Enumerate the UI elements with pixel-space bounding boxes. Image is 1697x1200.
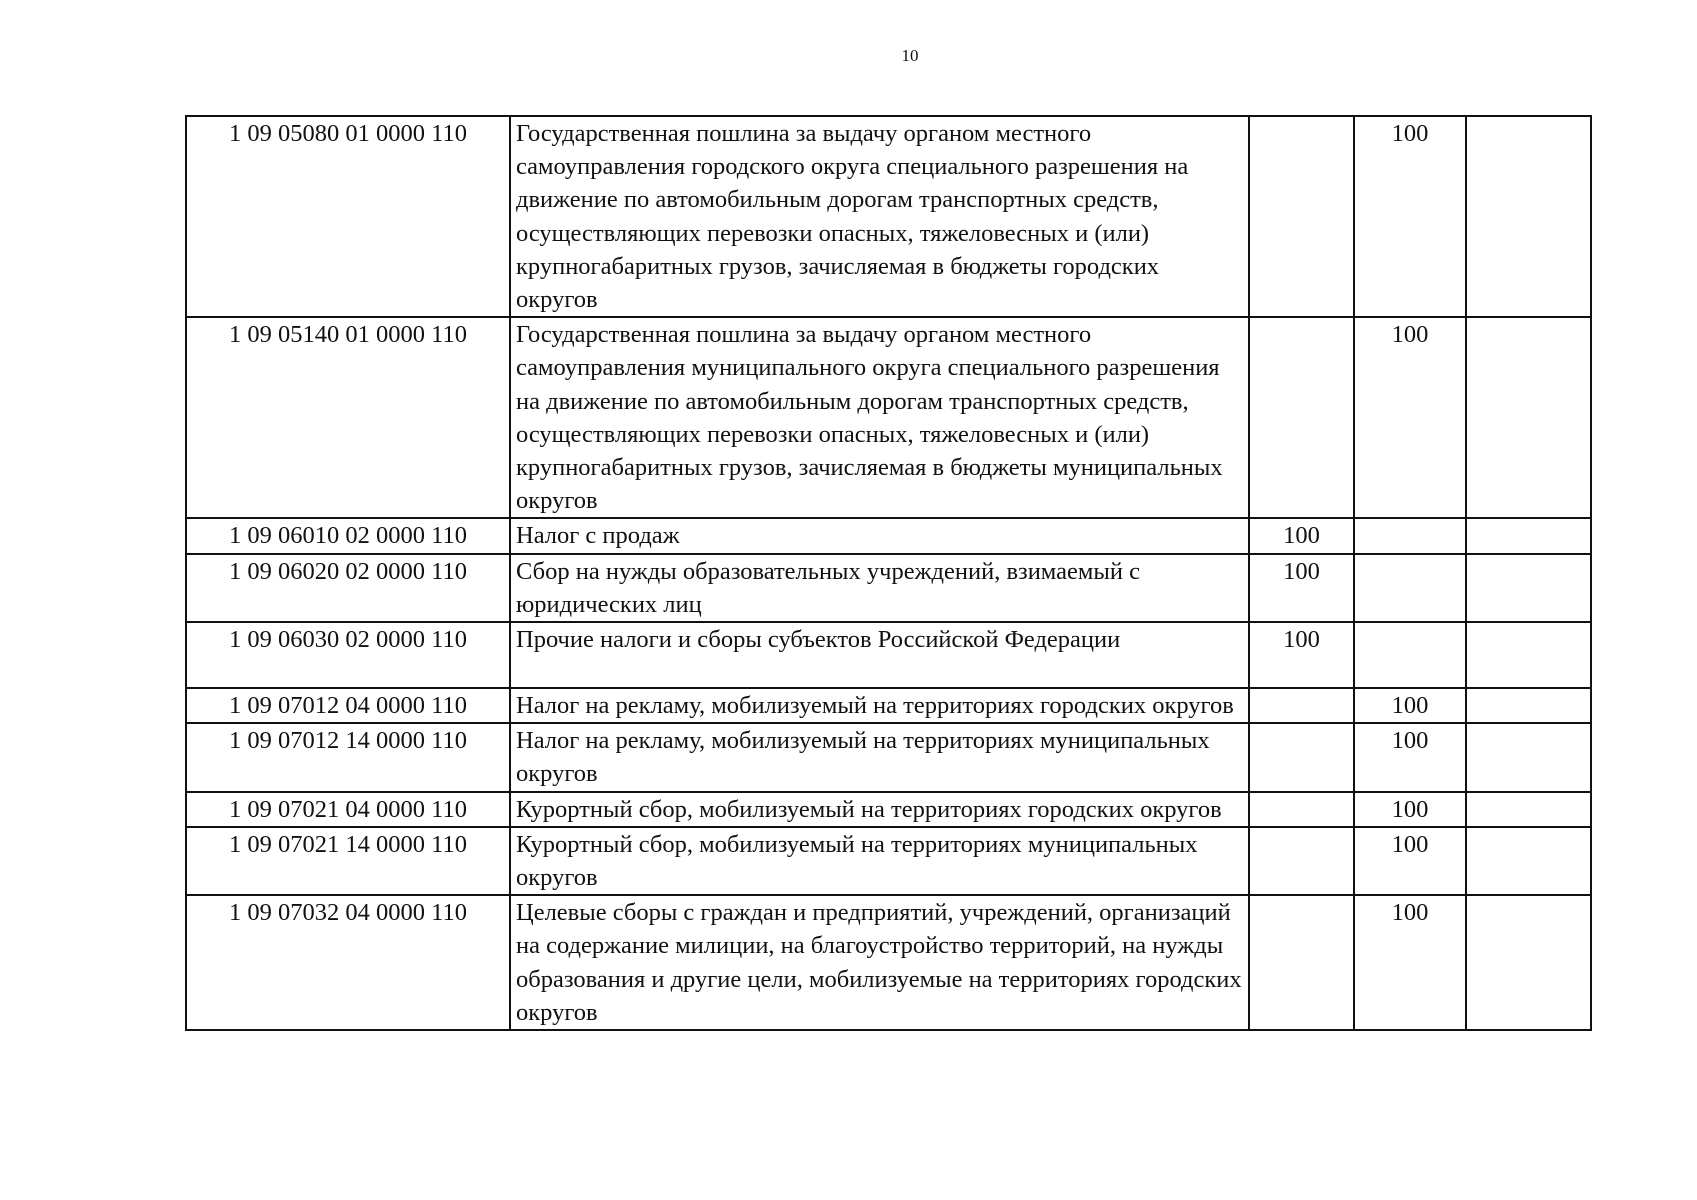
budget-code-cell: 1 09 07012 04 0000 110 <box>186 688 510 723</box>
revenue-name-cell: Налог на рекламу, мобилизуемый на территориях муниципальных округов <box>510 723 1249 791</box>
revenue-name-cell: Налог с продаж <box>510 518 1249 553</box>
budget-code-cell: 1 09 07021 04 0000 110 <box>186 792 510 827</box>
value-cell-3 <box>1466 518 1591 553</box>
value-cell-3 <box>1466 688 1591 723</box>
value-cell-1: 100 <box>1249 622 1354 688</box>
budget-code-cell: 1 09 05140 01 0000 110 <box>186 317 510 518</box>
table-row <box>186 622 1591 688</box>
value-cell-1 <box>1249 792 1354 827</box>
table-row <box>186 723 1591 791</box>
value-cell-1 <box>1249 116 1354 317</box>
budget-code-cell: 1 09 06020 02 0000 110 <box>186 554 510 622</box>
table-row <box>186 792 1591 827</box>
value-cell-3 <box>1466 895 1591 1030</box>
value-cell-2: 100 <box>1354 827 1466 895</box>
value-cell-3 <box>1466 827 1591 895</box>
value-cell-1 <box>1249 317 1354 518</box>
revenue-name-cell: Курортный сбор, мобилизуемый на территориях городских округов <box>510 792 1249 827</box>
page-number: 10 <box>901 46 919 65</box>
table-row <box>186 518 1591 553</box>
value-cell-1 <box>1249 723 1354 791</box>
value-cell-2: 100 <box>1354 116 1466 317</box>
budget-code-cell: 1 09 06030 02 0000 110 <box>186 622 510 688</box>
value-cell-3 <box>1466 622 1591 688</box>
revenue-name-cell: Налог на рекламу, мобилизуемый на территориях городских округов <box>510 688 1249 723</box>
budget-code-cell: 1 09 07032 04 0000 110 <box>186 895 510 1030</box>
value-cell-1 <box>1249 895 1354 1030</box>
value-cell-2: 100 <box>1354 317 1466 518</box>
revenue-name-cell: Курортный сбор, мобилизуемый на территориях муниципальных округов <box>510 827 1249 895</box>
table-row <box>186 895 1591 1030</box>
value-cell-2: 100 <box>1354 688 1466 723</box>
table-row <box>186 827 1591 895</box>
value-cell-1: 100 <box>1249 554 1354 622</box>
value-cell-1 <box>1249 688 1354 723</box>
budget-code-cell: 1 09 05080 01 0000 110 <box>186 116 510 317</box>
value-cell-2: 100 <box>1354 792 1466 827</box>
revenue-name-cell: Сбор на нужды образовательных учреждений, взимаемый с юридических лиц <box>510 554 1249 622</box>
value-cell-3 <box>1466 116 1591 317</box>
value-cell-1 <box>1249 827 1354 895</box>
value-cell-2 <box>1354 518 1466 553</box>
revenue-name-cell: Прочие налоги и сборы субъектов Российской Федерации <box>510 622 1249 688</box>
table-row <box>186 116 1591 317</box>
value-cell-2 <box>1354 554 1466 622</box>
value-cell-2: 100 <box>1354 895 1466 1030</box>
budget-code-cell: 1 09 06010 02 0000 110 <box>186 518 510 553</box>
revenue-distribution-table <box>185 115 1592 1031</box>
value-cell-3 <box>1466 792 1591 827</box>
table-row <box>186 688 1591 723</box>
value-cell-3 <box>1466 317 1591 518</box>
value-cell-2: 100 <box>1354 723 1466 791</box>
table-row <box>186 317 1591 518</box>
value-cell-3 <box>1466 723 1591 791</box>
budget-code-cell: 1 09 07012 14 0000 110 <box>186 723 510 791</box>
table-row <box>186 554 1591 622</box>
value-cell-1: 100 <box>1249 518 1354 553</box>
value-cell-2 <box>1354 622 1466 688</box>
revenue-name-cell: Целевые сборы с граждан и предприятий, учреждений, организаций на содержание милиции, на благоустройство территорий, на нужды образования и другие цели, мобилизуемые на территориях городских округов <box>510 895 1249 1030</box>
value-cell-3 <box>1466 554 1591 622</box>
budget-code-cell: 1 09 07021 14 0000 110 <box>186 827 510 895</box>
revenue-name-cell: Государственная пошлина за выдачу органом местного самоуправления муниципального округа специального разрешения на движение по автомобильным дорогам транспортных средств, осуществляющих перевозки опасных, тяжеловесных и (или) крупногабаритных грузов, зачисляемая в бюджеты муниципальных округов <box>510 317 1249 518</box>
revenue-name-cell: Государственная пошлина за выдачу органом местного самоуправления городского округа специального разрешения на движение по автомобильным дорогам транспортных средств, осуществляющих перевозки опасных, тяжеловесных и (или) крупногабаритных грузов, зачисляемая в бюджеты городских округов <box>510 116 1249 317</box>
